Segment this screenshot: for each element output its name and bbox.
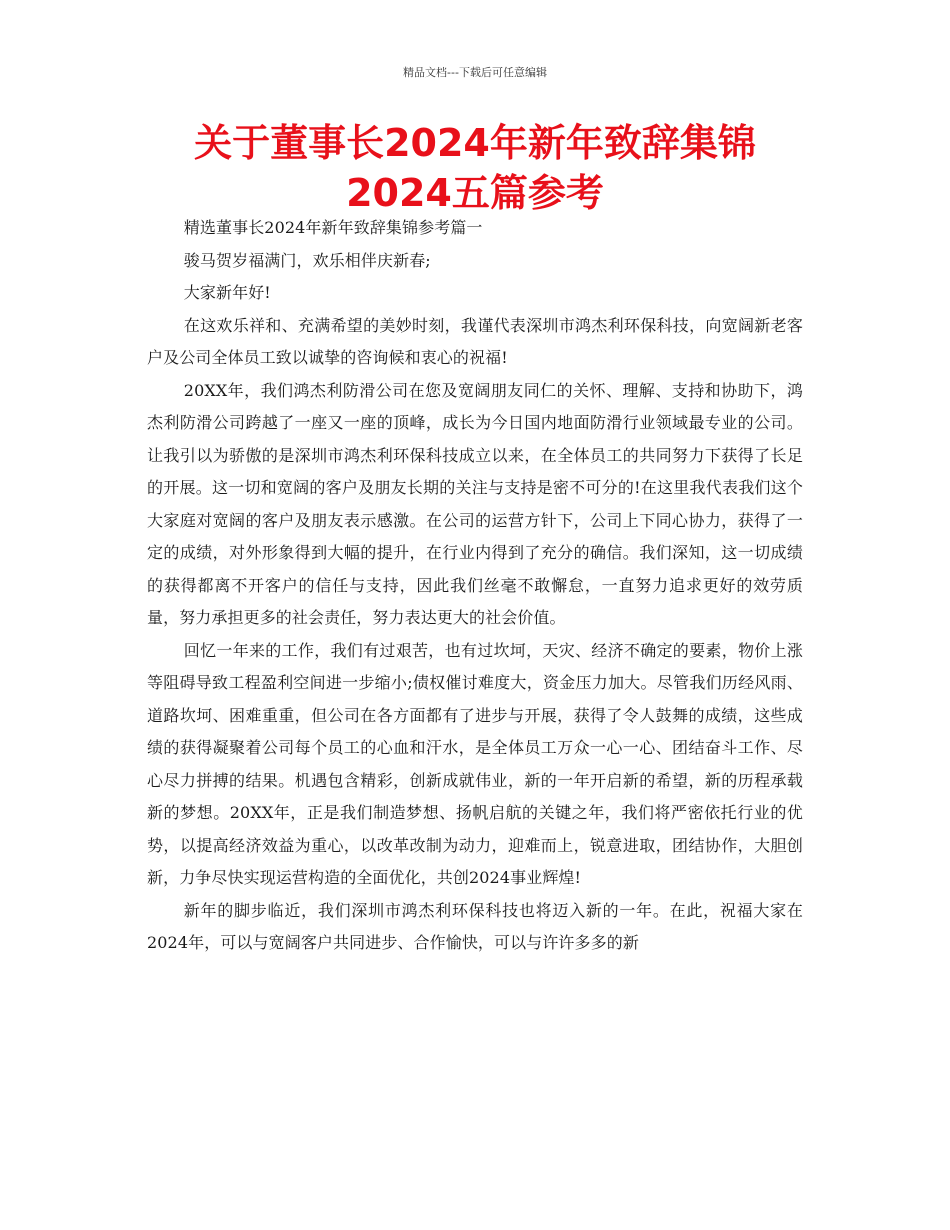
section-heading: 精选董事长2024年新年致辞集锦参考篇一 — [183, 218, 483, 237]
document-body — [147, 212, 803, 960]
paragraph: 在这欢乐祥和、充满希望的美妙时刻，我谨代表深圳市鸿杰利环保科技，向宽阔新老客户及公司全体员工致以诚挚的咨询候和衷心的祝福! — [147, 315, 803, 367]
paragraph: 20XX年，我们鸿杰利防滑公司在您及宽阔朋友同仁的关怀、理解、支持和协助下，鸿杰利防滑公司跨越了一座又一座的顶峰，成长为今日国内地面防滑行业领域最专业的公司。让我引以为骄傲的是深圳市鸿杰利环保科技成立以来，在全体员工的共同努力下获得了长足的开展。这一切和宽阔的客户及朋友长期的关注与支持是密不可分的!在这里我代表我们这个大家庭对宽阔的客户及朋友表示感激。在公司的运营方针下，公司上下同心协力，获得了一定的成绩，对外形象得到大幅的提升，在行业内得到了充分的确信。我们深知，这一切成绩的获得都离不开客户的信任与支持，因此我们丝毫不敢懈怠，一直努力追求更好的效劳质量，努力承担更多的社会责任，努力表达更大的社会价值。 — [147, 380, 803, 627]
greeting: 大家新年好! — [183, 283, 271, 302]
paragraph: 回忆一年来的工作，我们有过艰苦，也有过坎坷，天灾、经济不确定的要素，物价上涨等阻碍导致工程盈利空间进一步缩小;债权催讨难度大，资金压力加大。尽管我们历经风雨、道路坎坷、困难重重，但公司在各方面都有了进步与开展，获得了令人鼓舞的成绩，这些成绩的获得凝聚着公司每个员工的心血和汗水，是全体员工万众一心一心、团结奋斗工作、尽心尽力拼搏的结果。机遇包含精彩，创新成就伟业，新的一年开启新的希望，新的历程承载新的梦想。20XX年，正是我们制造梦想、扬帆启航的关键之年，我们将严密依托行业的优势，以提高经济效益为重心，以改革改制为动力，迎难而上，锐意进取，团结协作，大胆创新，力争尽快实现运营构造的全面优化，共创2024事业辉煌! — [147, 640, 803, 887]
greeting-couplet: 骏马贺岁福满门，欢乐相伴庆新春; — [183, 250, 431, 270]
paragraph: 新年的脚步临近，我们深圳市鸿杰利环保科技也将迈入新的一年。在此，祝福大家在2024年，可以与宽阔客户共同进步、合作愉快，可以与许许多多的新 — [147, 900, 803, 952]
document-title: 关于董事长2024年新年致辞集锦2024五篇参考 — [194, 121, 756, 215]
header-note: 精品文档---下载后可任意编辑 — [403, 66, 547, 79]
